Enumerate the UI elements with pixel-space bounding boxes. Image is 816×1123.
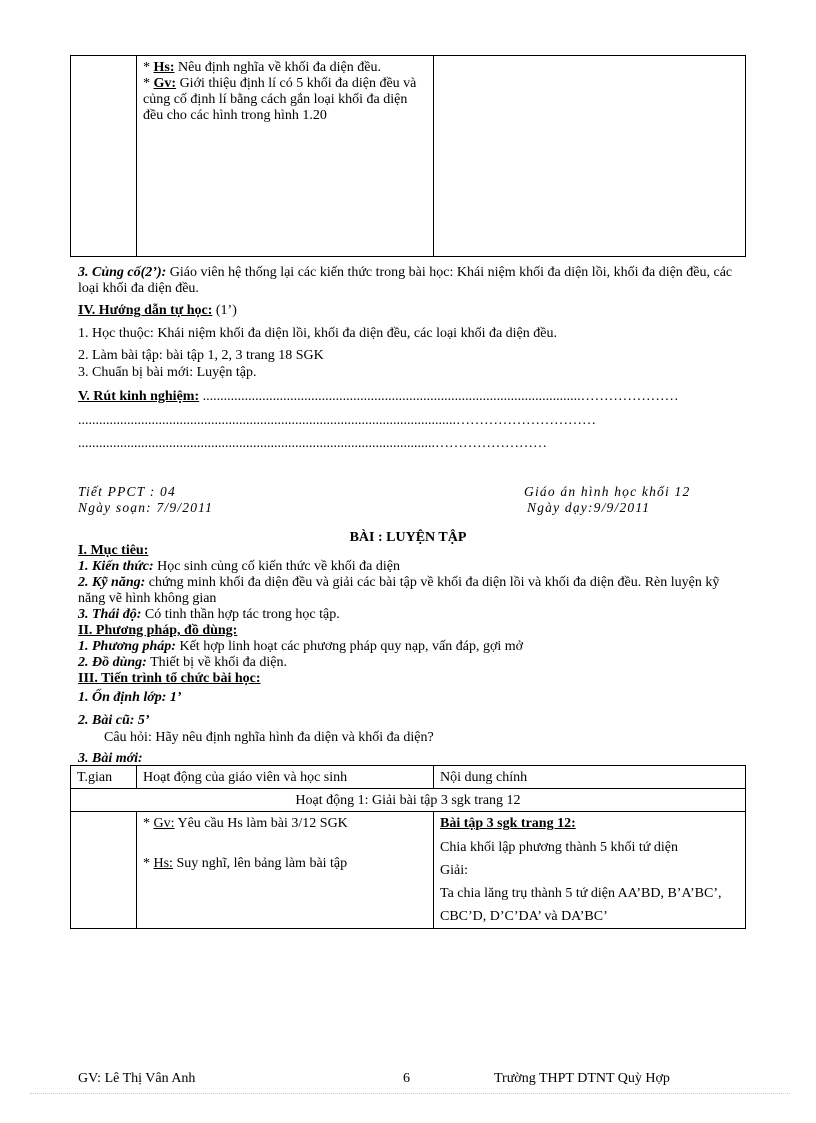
on-dinh-lop: 1. Ổn định lớp: 1’: [78, 690, 182, 705]
top-table-time-cell: [71, 56, 137, 257]
gv-task-text: Yêu cầu Hs làm bài 3/12 SGK: [174, 816, 348, 831]
phuong-phap-text: Kết hợp linh hoạt các phương pháp quy nạp, vấn đáp, gợi mở: [175, 639, 524, 654]
gv-text: Giới thiệu định lí có 5 khối đa diện đều và củng cố định lí bằng cách gắn loại khối đa diện đều cho các hình trong hình 1.20: [143, 76, 417, 123]
huong-dan-item-3: 3. Chuẩn bị bài mới: Luyện tập.: [78, 365, 257, 380]
huong-dan-time: (1’): [212, 303, 237, 318]
footer-teacher: GV: Lê Thị Vân Anh: [78, 1071, 196, 1086]
footer-school: Trường THPT DTNT Quỳ Hợp: [494, 1071, 670, 1086]
tiet-ppct: Tiết PPCT : 04: [78, 484, 176, 499]
huong-dan-item-1: 1. Học thuộc: Khái niệm khối đa diện lồi, khối đa diện đều, các loại khối đa diện đều.: [78, 326, 557, 341]
rut-kinh-nghiem-dots-2: ............................................................................................................…………………………: [78, 413, 596, 428]
ngay-day: Ngày dạy:9/9/2011: [527, 500, 651, 515]
rut-kinh-nghiem-dots-3: ......................................................................................................……………………: [78, 436, 547, 451]
gv-task: * Gv: Yêu cầu Hs làm bài 3/12 SGK: [143, 816, 348, 831]
table-body-time: [71, 812, 137, 929]
activity-title: Hoạt động 1: Giải bài tập 3 sgk trang 12: [71, 789, 746, 812]
kien-thuc-label: 1. Kiến thức:: [78, 559, 154, 574]
hs-task: * Hs: Suy nghĩ, lên bảng làm bài tập: [143, 856, 348, 871]
phuong-phap: [78, 639, 748, 655]
content-line-3: Ta chia lăng trụ thành 5 tứ diện AA’BD, B’A’BC’, CBC’D, D’C’DA’ và DA’BC’: [440, 886, 722, 924]
cung-co: [78, 265, 748, 297]
ngay-soan: Ngày soạn: 7/9/2011: [78, 500, 214, 515]
hs-label-2: Hs:: [153, 856, 173, 871]
lesson-title: BÀI : LUYỆN TẬP: [349, 530, 467, 545]
ky-nang: [78, 575, 748, 607]
thai-do: [78, 607, 748, 623]
thai-do-label: 3. Thái độ:: [78, 607, 142, 622]
muc-tieu-heading: I. Mục tiêu:: [78, 543, 149, 558]
top-table-activity-cell: [137, 56, 434, 257]
exercise-title-text: Bài tập 3 sgk trang 12: [440, 816, 572, 831]
phuong-phap-label: 1. Phương pháp:: [78, 639, 176, 654]
bai-cu: 2. Bài cũ: 5’: [78, 713, 150, 728]
cau-hoi: Câu hỏi: Hãy nêu định nghĩa hình đa diện và khối đa diện?: [104, 730, 434, 745]
gv-label: Gv:: [153, 76, 177, 91]
do-dung: [78, 655, 748, 671]
cung-co-text: Giáo viên hệ thống lại các kiến thức trong bài học: Khái niệm khối đa diện lồi, khối đa diện đều, các loại khối đa diện đều.: [78, 265, 733, 296]
hs-text: Nêu định nghĩa về khối đa diện đều.: [174, 60, 381, 75]
giao-an: Giáo án hình học khối 12: [524, 484, 691, 499]
table-header-content: Nội dung chính: [434, 766, 746, 789]
top-table: [70, 55, 746, 257]
ky-nang-label: 2. Kỹ năng:: [78, 575, 146, 590]
table-body-content: [434, 812, 746, 929]
exercise-title: Bài tập 3 sgk trang 12:: [440, 816, 576, 831]
gv-label-2: Gv:: [153, 816, 175, 831]
kien-thuc: [78, 559, 748, 575]
rut-kinh-nghiem-dots-1: ............................................................................................................…………………: [199, 389, 679, 404]
cung-co-label: 3. Củng cố(2’):: [78, 265, 167, 280]
do-dung-text: Thiết bị về khối đa diện.: [146, 655, 287, 670]
hs-label: Hs:: [153, 60, 175, 75]
huong-dan-item-2: 2. Làm bài tập: bài tập 1, 2, 3 trang 18 SGK: [78, 348, 324, 363]
top-table-content-cell: [434, 56, 746, 257]
do-dung-label: 2. Đồ dùng:: [78, 655, 147, 670]
top-gv-note: * Gv: Giới thiệu định lí có 5 khối đa diện đều và củng cố định lí bằng cách gắn loại khối đa diện đều cho các hình trong hình 1.20: [143, 76, 417, 123]
huong-dan-heading: [78, 303, 738, 319]
phuong-phap-heading: II. Phương pháp, đồ dùng:: [78, 623, 238, 638]
bai-moi: 3. Bài mới:: [78, 751, 143, 766]
lesson-table: [70, 765, 746, 929]
rut-kinh-nghiem: [78, 389, 738, 405]
footer-page-number: 6: [403, 1071, 410, 1086]
content-line-1: Chia khối lập phương thành 5 khối tứ diện: [440, 840, 678, 855]
hs-task-text: Suy nghĩ, lên bảng làm bài tập: [172, 856, 348, 871]
footer-divider: [30, 1093, 790, 1094]
tien-trinh-heading: III. Tiến trình tổ chức bài học:: [78, 671, 261, 686]
top-hs-note: * Hs: Nêu định nghĩa về khối đa diện đều.: [143, 60, 381, 75]
ky-nang-text: chứng minh khối đa diện đều và giải các bài tập về khối đa diện lồi và khối đa diện đều. Rèn luyện kỹ năng vẽ hình không gian: [78, 575, 720, 606]
table-body-activity: [137, 812, 434, 929]
rut-kinh-nghiem-label: V. Rút kinh nghiệm:: [78, 389, 200, 404]
table-header-activity: Hoạt động của giáo viên và học sinh: [137, 766, 434, 789]
table-header-time: T.gian: [71, 766, 137, 789]
content-line-2: Giải:: [440, 863, 468, 878]
huong-dan-label: IV. Hướng dẫn tự học:: [78, 303, 213, 318]
kien-thuc-text: Học sinh củng cố kiến thức về khối đa diện: [153, 559, 400, 574]
thai-do-text: Có tinh thần hợp tác trong học tập.: [141, 607, 340, 622]
